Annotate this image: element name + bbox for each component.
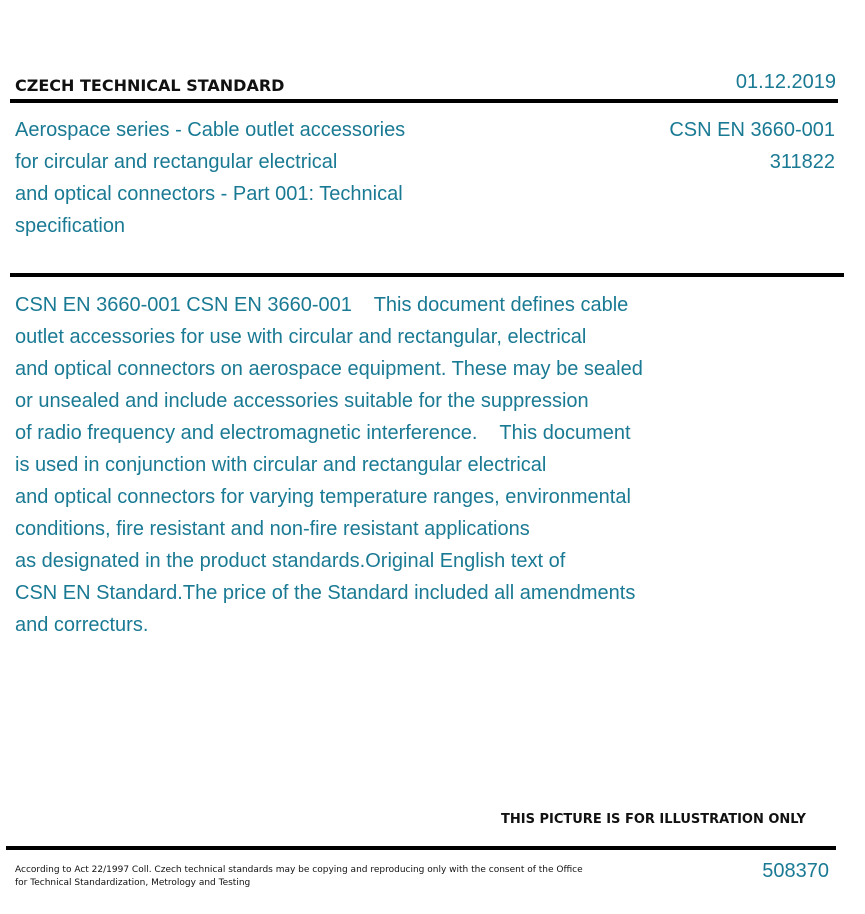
legal-notice-line: According to Act 22/1997 Coll. Czech technical standards may be copying and reproducing only with the consent of the Office — [15, 865, 583, 875]
header-divider — [10, 99, 838, 103]
standard-identifier — [669, 114, 835, 178]
document-title-line: for circular and rectangular electrical — [15, 151, 338, 173]
class-code: 311822 — [769, 151, 835, 173]
document-title-line: specification — [15, 215, 126, 237]
document-title-line: and optical connectors - Part 001: Technical — [15, 183, 403, 205]
abstract-line: and correcturs. — [15, 614, 149, 636]
abstract-line: or unsealed and include accessories suitable for the suppression — [15, 390, 589, 412]
illustration-notice: THIS PICTURE IS FOR ILLUSTRATION ONLY — [501, 812, 806, 827]
legal-notice — [15, 864, 583, 890]
title-divider — [10, 273, 844, 277]
abstract-line: CSN EN Standard.The price of the Standard included all amendments — [15, 582, 636, 604]
abstract-line: and optical connectors on aerospace equipment. These may be sealed — [15, 358, 643, 380]
footer-divider — [6, 846, 836, 850]
abstract-line: conditions, fire resistant and non-fire resistant applications — [15, 518, 530, 540]
document-title — [15, 114, 455, 242]
document-title-line: Aerospace series - Cable outlet accessories — [15, 119, 406, 141]
abstract-line: is used in conjunction with circular and rectangular electrical — [15, 454, 547, 476]
standard-type-heading: CZECH TECHNICAL STANDARD — [15, 76, 285, 95]
legal-notice-line: for Technical Standardization, Metrology and Testing — [15, 878, 251, 888]
abstract-line: and optical connectors for varying temperature ranges, environmental — [15, 486, 631, 508]
standard-number: CSN EN 3660-001 — [669, 119, 835, 141]
abstract-line: of radio frequency and electromagnetic interference. This document — [15, 422, 631, 444]
abstract-line: outlet accessories for use with circular and rectangular, electrical — [15, 326, 587, 348]
abstract-line: as designated in the product standards.Original English text of — [15, 550, 566, 572]
abstract-text — [15, 289, 715, 641]
publication-date: 01.12.2019 — [735, 71, 836, 93]
catalog-number: 508370 — [762, 860, 829, 882]
abstract-line: CSN EN 3660-001 CSN EN 3660-001 This document defines cable — [15, 294, 629, 316]
